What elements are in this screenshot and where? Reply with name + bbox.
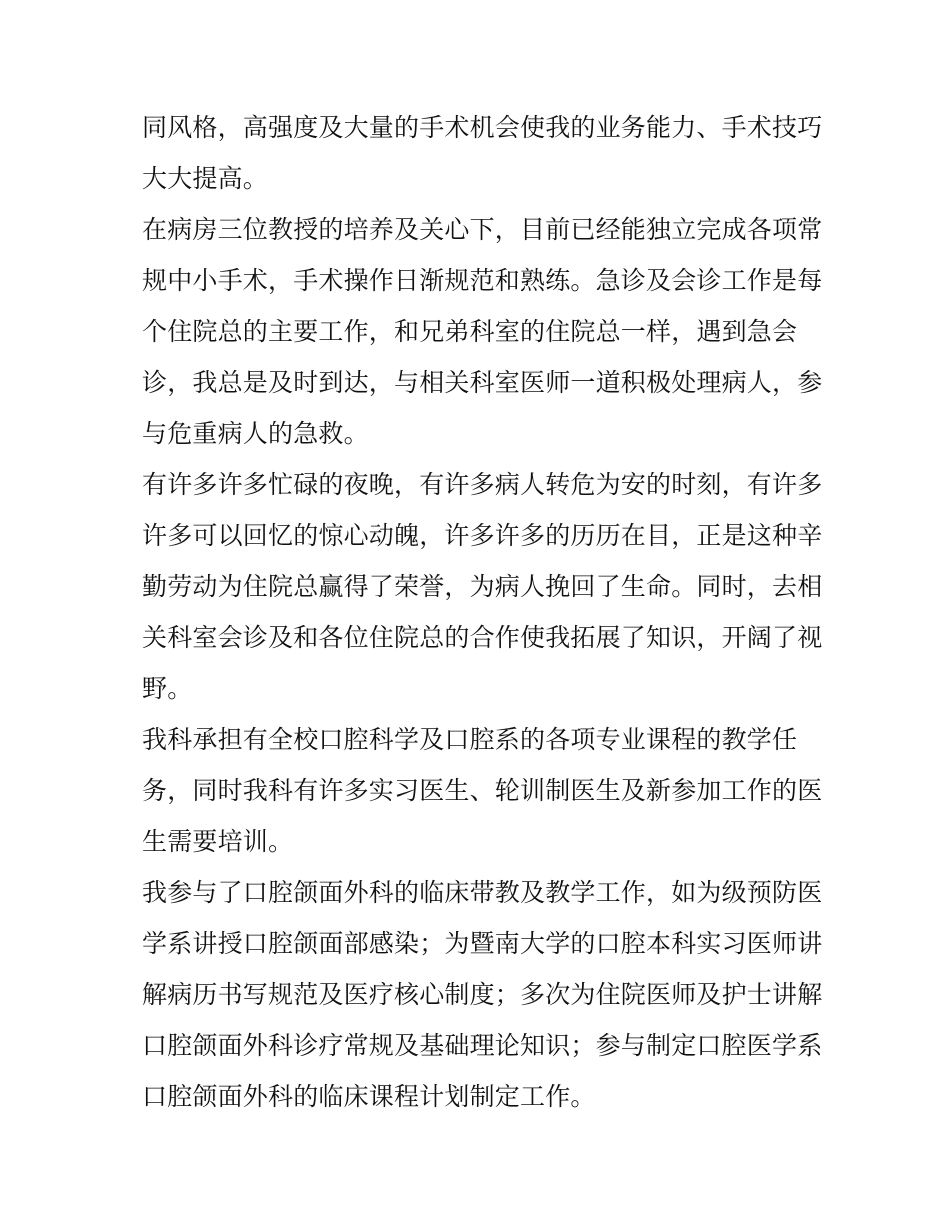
text-line: 生需要培训。: [142, 827, 294, 856]
text-line: 解病历书写规范及医疗核心制度；多次为住院医师及护士讲解: [142, 980, 823, 1009]
text-line: 勤劳动为住院总赢得了荣誉，为病人挽回了生命。同时，去相: [142, 572, 823, 601]
text-line: 与危重病人的急救。: [142, 419, 369, 448]
text-line: 野。: [142, 674, 193, 703]
text-line: 有许多许多忙碌的夜晚，有许多病人转危为安的时刻，有许多: [142, 470, 823, 499]
text-line: 我科承担有全校口腔科学及口腔系的各项专业课程的教学任: [142, 725, 798, 754]
text-line: 同风格，高强度及大量的手术机会使我的业务能力、手术技巧: [142, 113, 823, 142]
text-line: 口腔颌面外科诊疗常规及基础理论知识；参与制定口腔医学系: [142, 1031, 823, 1060]
text-line: 我参与了口腔颌面外科的临床带教及教学工作，如为级预防医: [142, 878, 823, 907]
text-line: 口腔颌面外科的临床课程计划制定工作。: [142, 1082, 596, 1111]
text-line: 诊，我总是及时到达，与相关科室医师一道积极处理病人，参: [142, 368, 823, 397]
text-line: 个住院总的主要工作，和兄弟科室的住院总一样，遇到急会: [142, 317, 798, 346]
text-line: 学系讲授口腔颌面部感染；为暨南大学的口腔本科实习医师讲: [142, 929, 823, 958]
text-line: 大大提高。: [142, 164, 269, 193]
text-line: 关科室会诊及和各位住院总的合作使我拓展了知识，开阔了视: [142, 623, 823, 652]
text-line: 在病房三位教授的培养及关心下，目前已经能独立完成各项常: [142, 215, 823, 244]
text-line: 规中小手术，手术操作日渐规范和熟练。急诊及会诊工作是每: [142, 266, 823, 295]
text-line: 许多可以回忆的惊心动魄，许多许多的历历在目，正是这种辛: [142, 521, 823, 550]
text-line: 务，同时我科有许多实习医生、轮训制医生及新参加工作的医: [142, 776, 823, 805]
